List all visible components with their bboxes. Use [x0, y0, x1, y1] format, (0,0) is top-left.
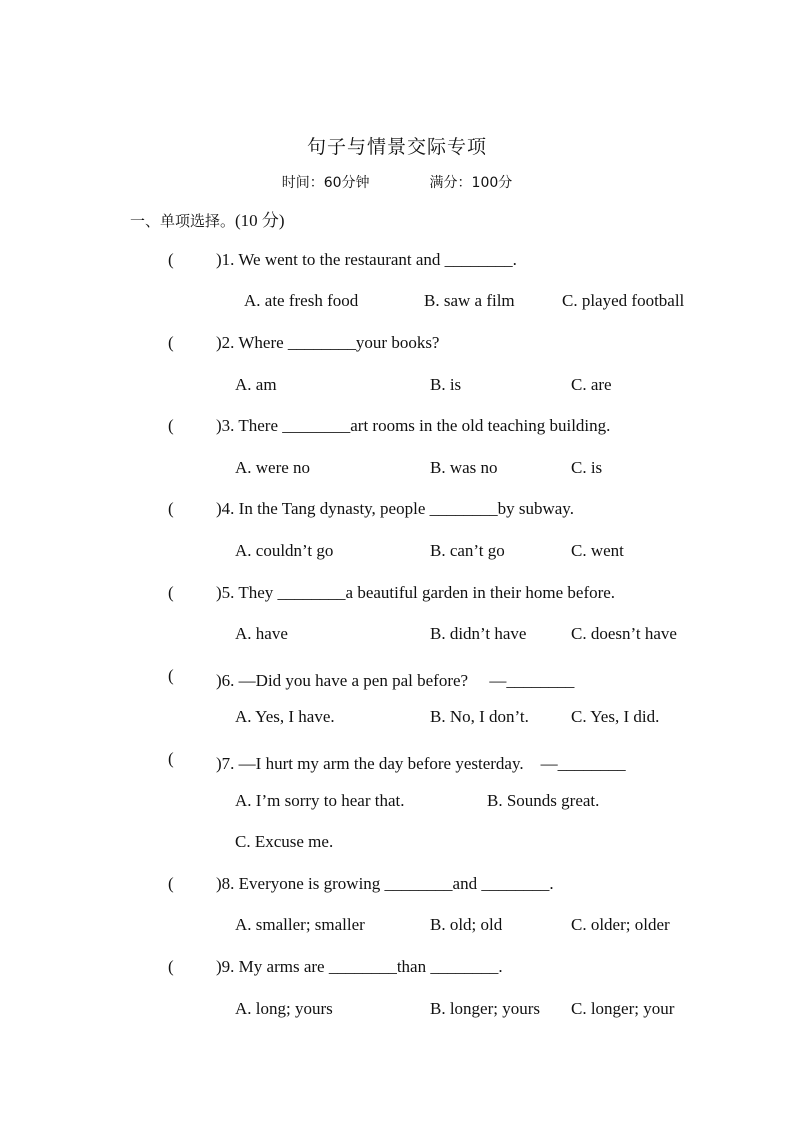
page-title: 句子与情景交际专项 — [306, 136, 487, 158]
option-b: B. old; old — [430, 915, 503, 934]
option-a: A. have — [235, 624, 288, 643]
option-a: A. couldn’t go — [235, 541, 334, 560]
option-c: C. doesn’t have — [571, 624, 677, 643]
option-a: A. smaller; smaller — [235, 915, 365, 934]
option-c: C. older; older — [571, 915, 670, 934]
option-a: A. were no — [235, 458, 311, 477]
option-a: A. I’m sorry to hear that. — [235, 791, 405, 810]
time-limit: 时间：60分钟 — [281, 175, 370, 191]
question-stem: )1. We went to the restaurant and ________. — [216, 250, 517, 269]
option-b: B. can’t go — [430, 541, 505, 560]
option-b: B. Sounds great. — [487, 791, 600, 810]
option-c: C. went — [571, 541, 624, 560]
answer-paren: ( — [168, 874, 174, 893]
option-a: A. Yes, I have. — [235, 707, 335, 726]
answer-paren: ( — [168, 499, 174, 518]
answer-paren: ( — [168, 416, 174, 435]
option-b: B. No, I don’t. — [430, 707, 529, 726]
option-c: C. Excuse me. — [235, 832, 334, 851]
question-stem: )5. They ________a beautiful garden in their home before. — [216, 583, 616, 602]
option-a: A. ate fresh food — [244, 291, 359, 310]
option-c: C. played football — [562, 291, 685, 310]
question-stem: )9. My arms are ________than ________. — [216, 957, 503, 976]
option-b: B. is — [430, 375, 462, 394]
answer-paren: ( — [168, 749, 174, 768]
question-stem: )6. —Did you have a pen pal before? —________ — [216, 671, 575, 690]
section-heading — [130, 206, 285, 231]
question-stem: )3. There ________art rooms in the old teaching building. — [216, 416, 611, 435]
question-stem: )4. In the Tang dynasty, people ________by subway. — [216, 499, 574, 518]
option-c: C. are — [571, 375, 612, 394]
full-score: 满分：100分 — [429, 175, 513, 191]
answer-paren: ( — [168, 957, 174, 976]
option-a: A. am — [235, 375, 277, 394]
exam-meta — [0, 172, 794, 192]
option-b: B. was no — [430, 458, 498, 477]
question-stem: )7. —I hurt my arm the day before yesterday. —________ — [216, 754, 626, 773]
answer-paren: ( — [168, 333, 174, 352]
answer-paren: ( — [168, 250, 174, 269]
answer-paren: ( — [168, 666, 174, 685]
question-stem: )8. Everyone is growing ________and ________. — [216, 874, 554, 893]
section-points: (10 分) — [235, 211, 285, 230]
section-label: 一、单项选择。 — [130, 212, 236, 230]
option-c: C. longer; your — [571, 999, 675, 1018]
question-stem: )2. Where ________your books? — [216, 333, 440, 352]
option-b: B. saw a film — [424, 291, 515, 310]
answer-paren: ( — [168, 583, 174, 602]
option-c: C. is — [571, 458, 603, 477]
option-b: B. didn’t have — [430, 624, 527, 643]
option-c: C. Yes, I did. — [571, 707, 660, 726]
option-a: A. long; yours — [235, 999, 333, 1018]
option-b: B. longer; yours — [430, 999, 541, 1018]
